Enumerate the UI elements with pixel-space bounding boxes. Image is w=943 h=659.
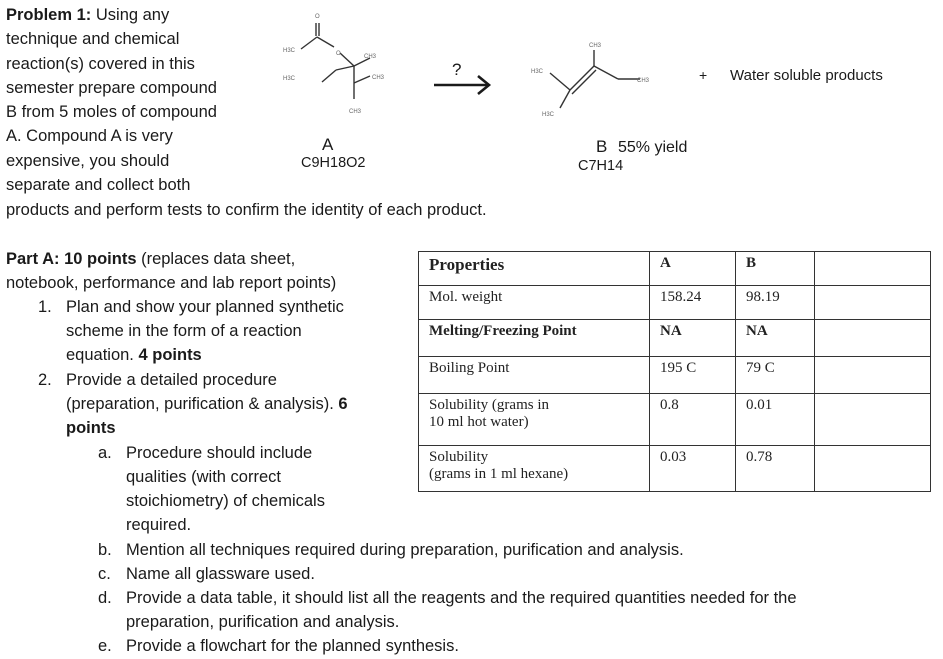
table-row	[419, 394, 931, 446]
a-ch3-label-2: CH3	[372, 75, 385, 81]
sub-e-line-1: Provide a flowchart for the planned synthesis.	[126, 637, 459, 655]
sub-a-line-2: qualities (with correct	[126, 468, 281, 486]
compound-a-formula: C9H18O2	[301, 155, 366, 171]
cell-property: Melting/Freezing Point	[419, 320, 650, 357]
sub-c-letter: c.	[98, 565, 111, 583]
compound-b-formula: C7H14	[578, 158, 624, 174]
problem-line-8: separate and collect both	[6, 176, 191, 194]
sub-b-letter: b.	[98, 541, 112, 559]
cell-b: 0.78	[736, 446, 815, 492]
cell-extra	[815, 446, 931, 492]
part-a-title: Part A: 10 points	[6, 250, 137, 268]
cell-a: 0.8	[650, 394, 736, 446]
cell-property: Solubility (grams in 10 ml hot water)	[419, 394, 650, 446]
problem-line-6: A. Compound A is very	[6, 127, 173, 145]
cell-extra	[815, 357, 931, 394]
table-row	[419, 357, 931, 394]
carbonyl-oxygen-label: O	[315, 14, 320, 20]
sub-b-line-1: Mention all techniques required during preparation, purification and analysis.	[126, 541, 684, 559]
table-header-row	[419, 252, 931, 286]
sub-a-line-3: stoichiometry) of chemicals	[126, 492, 325, 510]
header-extra	[815, 252, 931, 286]
sub-c-line-1: Name all glassware used.	[126, 565, 315, 583]
cell-b: NA	[736, 320, 815, 357]
cell-extra	[815, 286, 931, 320]
b-ch3-label-1: CH3	[589, 43, 602, 49]
item-1-text-3: equation.	[66, 346, 139, 364]
b-ch3-label-2: CH3	[637, 78, 650, 84]
sub-d-letter: d.	[98, 589, 112, 607]
reaction-arrow-label: ?	[452, 60, 462, 79]
byproduct-label: Water soluble products	[730, 67, 883, 84]
cell-property: Mol. weight	[419, 286, 650, 320]
sub-a-line-4: required.	[126, 516, 192, 534]
item-2-points-a: 6	[338, 395, 348, 413]
table-row	[419, 446, 931, 492]
b-h3c-label-1: H3C	[531, 69, 544, 75]
problem-text-1: Using any	[91, 6, 170, 24]
a-h3c-label-1: H3C	[283, 48, 296, 54]
header-properties: Properties	[419, 252, 650, 286]
item-2-points-b: points	[66, 419, 116, 437]
item-1-line-3	[66, 343, 202, 368]
cell-a: 0.03	[650, 446, 736, 492]
compound-b-structure	[550, 50, 640, 108]
cell-property: Boiling Point	[419, 357, 650, 394]
problem-line-4: semester prepare compound	[6, 79, 217, 97]
cell-extra	[815, 394, 931, 446]
item-1-number: 1.	[38, 298, 52, 316]
cell-a: NA	[650, 320, 736, 357]
item-2-line-2	[66, 392, 348, 417]
item-1-line-1: Plan and show your planned synthetic	[66, 298, 344, 316]
cell-a: 158.24	[650, 286, 736, 320]
problem-line-2: technique and chemical	[6, 30, 180, 48]
problem-line-5: B from 5 moles of compound	[6, 103, 217, 121]
compound-a-structure	[301, 23, 370, 99]
sub-a-letter: a.	[98, 444, 112, 462]
cell-b: 79 C	[736, 357, 815, 394]
cell-b: 0.01	[736, 394, 815, 446]
cell-property: Solubility (grams in 1 ml hexane)	[419, 446, 650, 492]
header-b: B	[736, 252, 815, 286]
problem-title: Problem 1:	[6, 6, 92, 24]
compound-b-yield: 55% yield	[618, 139, 688, 156]
item-2-line-1: Provide a detailed procedure	[66, 371, 277, 389]
table-row	[419, 320, 931, 357]
reaction-arrow	[434, 76, 489, 94]
reaction-scheme	[0, 0, 943, 230]
part-a-line-2: notebook, performance and lab report points)	[6, 274, 337, 292]
cell-a: 195 C	[650, 357, 736, 394]
header-a: A	[650, 252, 736, 286]
properties-table	[418, 251, 931, 492]
compound-a-label: A	[322, 135, 334, 154]
b-h3c-label-2: H3C	[542, 112, 555, 118]
cell-extra	[815, 320, 931, 357]
compound-b-label: B	[596, 137, 608, 156]
sub-a-line-1: Procedure should include	[126, 444, 313, 462]
a-ch3-label-1: CH3	[364, 54, 377, 60]
plus-sign: +	[699, 67, 708, 83]
ester-oxygen-label: O	[336, 51, 341, 57]
item-2-number: 2.	[38, 371, 52, 389]
sub-d-line-2: preparation, purification and analysis.	[126, 613, 400, 631]
problem-line-3: reaction(s) covered in this	[6, 55, 195, 73]
item-2-text-2: (preparation, purification & analysis).	[66, 395, 339, 413]
part-a-title-rest: (replaces data sheet,	[136, 250, 296, 268]
a-h3c-label-2: H3C	[283, 76, 296, 82]
problem-line-9: products and perform tests to confirm the identity of each product.	[6, 201, 487, 219]
cell-b: 98.19	[736, 286, 815, 320]
table-row	[419, 286, 931, 320]
item-1-line-2: scheme in the form of a reaction	[66, 322, 302, 340]
sub-d-line-1: Provide a data table, it should list all the reagents and the required quantities needed for the	[126, 589, 797, 607]
a-ch3-label-3: CH3	[349, 109, 362, 115]
part-a-heading	[6, 247, 295, 272]
problem-line-7: expensive, you should	[6, 152, 170, 170]
sub-e-letter: e.	[98, 637, 112, 655]
item-1-points: 4 points	[138, 346, 202, 364]
